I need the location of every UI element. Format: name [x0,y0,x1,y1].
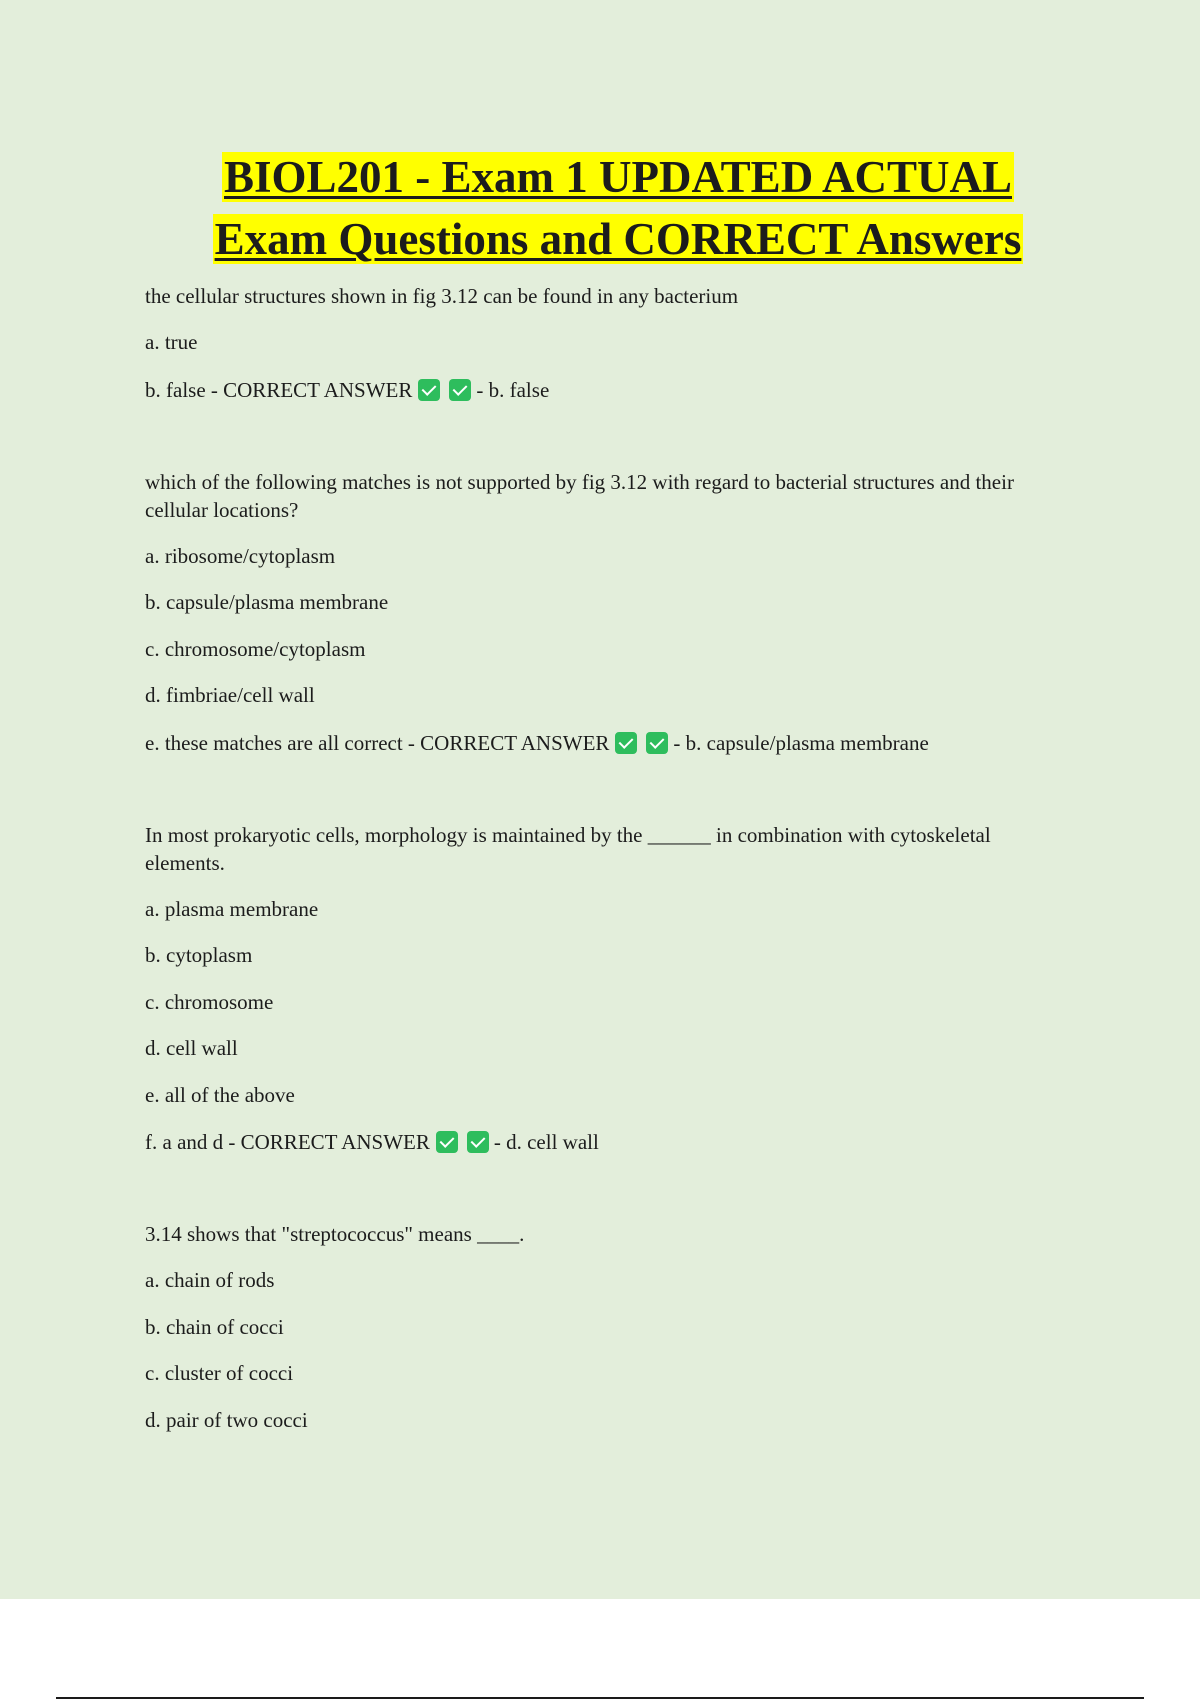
answer-option: a. chain of rods [145,1268,275,1292]
question-block-4 [145,1220,1075,1434]
title-line-1: BIOL201 - Exam 1 UPDATED ACTUAL [224,152,1012,202]
correct-answer-line [145,728,1075,758]
page-title [0,146,1200,270]
answer-prefix: b. false - CORRECT ANSWER [145,377,413,402]
questions-list [145,282,1075,1497]
check-box-icon [615,732,637,754]
title-line-2: Exam Questions and CORRECT Answers [214,214,1022,264]
answer-suffix: - b. capsule/plasma membrane [673,730,929,755]
answer-option: d. pair of two cocci [145,1407,308,1432]
answer-prefix: e. these matches are all correct - CORRECT ANSWER [145,730,610,755]
answer-option: d. cell wall [145,1036,238,1060]
answer-prefix: f. a and d - CORRECT ANSWER [145,1130,430,1154]
question-text: 3.14 shows that "streptococcus" means ____. [145,1222,525,1246]
answer-option: c. chromosome [145,989,274,1014]
check-box-icon [449,379,471,401]
answer-suffix: - d. cell wall [493,1130,599,1154]
answer-option: e. all of the above [145,1082,295,1107]
check-box-icon [436,1131,458,1153]
check-box-icon [646,732,668,754]
answer-option: d. fimbriae/cell wall [145,683,315,707]
answer-suffix: - b. false [476,377,550,402]
correct-answer-line [145,375,1075,405]
answer-option: b. chain of cocci [145,1314,284,1339]
question-text: which of the following matches is not supported by fig 3.12 with regard to bacterial structures and their cellular locations? [145,469,1014,522]
check-box-icon [467,1131,489,1153]
question-block-1 [145,282,1075,405]
correct-answer-line [145,1127,1075,1157]
question-text: the cellular structures shown in fig 3.12 can be found in any bacterium [145,284,739,308]
check-box-icon [418,379,440,401]
question-block-3 [145,821,1075,1158]
question-text: In most prokaryotic cells, morphology is maintained by the ______ in combination with cytoskeletal elements. [145,822,991,875]
answer-option: a. ribosome/cytoplasm [145,543,336,568]
footer-divider [56,1697,1144,1699]
answer-option: b. cytoplasm [145,943,253,967]
answer-option: c. cluster of cocci [145,1361,294,1385]
answer-option: b. capsule/plasma membrane [145,590,389,614]
answer-option: c. chromosome/cytoplasm [145,636,366,661]
answer-option: a. plasma membrane [145,896,319,921]
answer-option: a. true [145,330,198,354]
question-block-2 [145,468,1075,758]
